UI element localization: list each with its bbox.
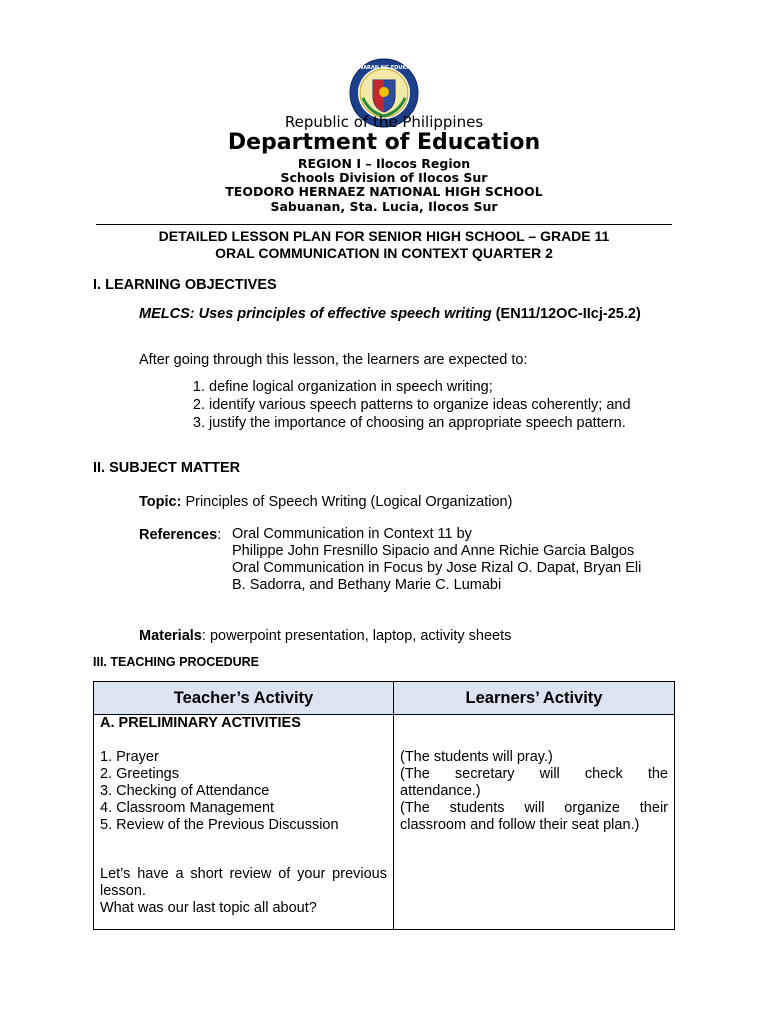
table-header-row [94,682,675,715]
school-address: Sabuanan, Sta. Lucia, Ilocos Sur [270,199,498,214]
learner-response: (The students will pray.) [400,749,553,765]
reference-line: Oral Communication in Focus by Jose Rizal O. Dapat, Bryan Eli [232,560,642,576]
learner-response: (The secretary will check the attendance.) [400,766,668,799]
section-learning-objectives: I. LEARNING OBJECTIVES [93,277,277,293]
materials-value: powerpoint presentation, laptop, activity sheets [209,628,512,644]
materials-label: Materials [139,628,202,644]
division-line: Schools Division of Ilocos Sur [280,170,488,185]
topic-label: Topic: [139,494,182,510]
reference-line: Oral Communication in Context 11 by [232,526,472,542]
references-label: References [139,527,218,543]
lesson-plan-subtitle: ORAL COMMUNICATION IN CONTEXT QUARTER 2 [215,245,553,261]
learners-cell [394,715,675,930]
list-item: 3. justify the importance of choosing an appropriate speech pattern. [209,414,709,432]
header-divider [96,224,672,225]
melcs-statement [139,305,659,323]
topic-value: Principles of Speech Writing (Logical Organization) [185,494,513,510]
department-name: Department of Education [227,130,541,155]
column-learners-activity: Learners’ Activity [394,682,675,715]
teacher-review-prompt: Let’s have a short review of your previous lesson. [100,866,387,899]
list-item: 1. define logical organization in speech writing; [209,378,709,396]
list-item: 2. identify various speech patterns to organize ideas coherently; and [209,396,709,414]
list-item: 1. Prayer [100,749,159,765]
school-name: TEODORO HERNAEZ NATIONAL HIGH SCHOOL [225,184,543,199]
teacher-cell [94,715,394,930]
topic-line [139,493,512,511]
section-teaching-procedure: III. TEACHING PROCEDURE [93,655,259,669]
objectives-list [139,378,709,432]
list-item: 2. Greetings [100,766,179,782]
column-teacher-activity: Teacher’s Activity [94,682,394,715]
prelim-heading: A. PRELIMINARY ACTIVITIES [100,715,301,731]
region-line: REGION I – Ilocos Region [297,156,471,171]
list-item: 3. Checking of Attendance [100,783,270,799]
objectives-intro: After going through this lesson, the learners are expected to: [139,352,528,368]
melcs-code: (EN11/12OC-IIcj-25.2) [495,306,641,322]
table-row [94,715,675,930]
teaching-procedure-table [93,681,675,930]
teacher-question: What was our last topic all about? [100,900,317,916]
list-item: 5. Review of the Previous Discussion [100,817,339,833]
section-subject-matter: II. SUBJECT MATTER [93,460,241,476]
reference-line: B. Sadorra, and Bethany Marie C. Lumabi [232,577,502,593]
materials-line: Materials: powerpoint presentation, laptop, activity sheets [139,628,512,644]
references-label-line: References: [139,527,222,543]
learner-response: (The students will organize their classroom and follow their seat plan.) [400,800,668,833]
list-item: 4. Classroom Management [100,800,275,816]
melcs-label: MELCS: Uses principles of effective speech writing [139,306,492,322]
lesson-plan-title: DETAILED LESSON PLAN FOR SENIOR HIGH SCHOOL – GRADE 11 [158,228,610,244]
seal-text: KAGAWARAN NG EDUKASYON [342,65,426,71]
republic-line: Republic of the Philippines [284,113,484,131]
reference-line: Philippe John Fresnillo Sipacio and Anne Richie Garcia Balgos [232,543,635,559]
